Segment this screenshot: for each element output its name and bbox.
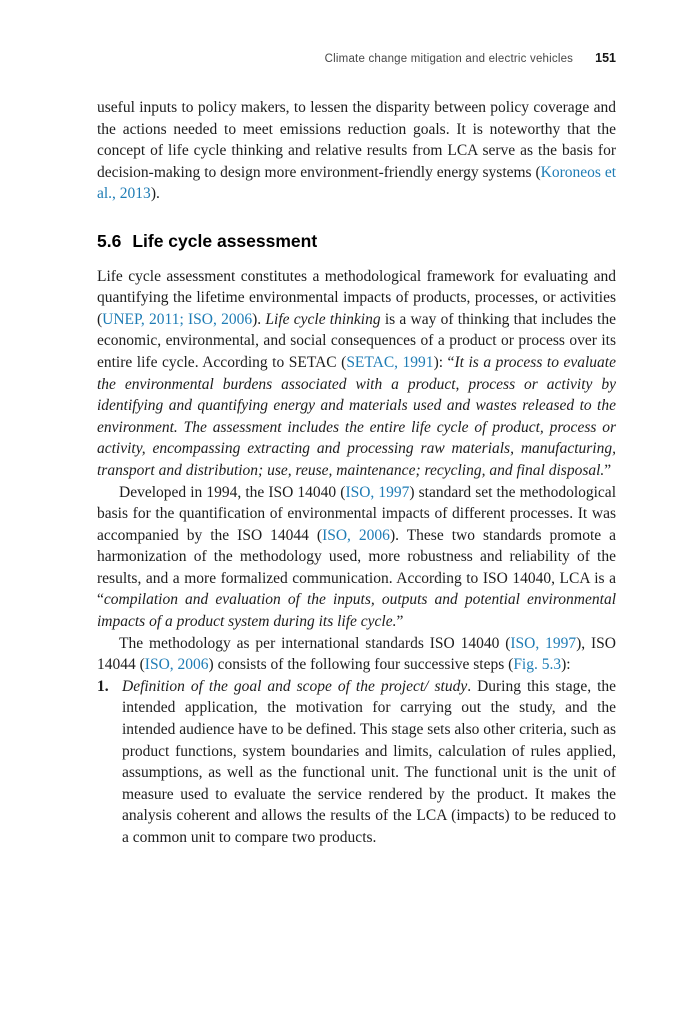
list-item-text xyxy=(122,678,616,846)
body-text: ): “ xyxy=(433,353,455,371)
body-text: ) consists of the following four successive steps ( xyxy=(208,656,514,674)
body-text: ” xyxy=(604,461,612,479)
paragraph xyxy=(97,633,616,676)
body-text: ). These two standards promote a harmonization of the methodology used, more robustness and reliability of the results, and a more formalized communication. According to ISO 14040, LCA is a “ xyxy=(97,526,617,609)
list-item-number: 1. xyxy=(97,677,109,695)
body-text: ) standard set the methodological basis for the quantification of environmental impacts of different processes. It was accompanied by the ISO 14044 ( xyxy=(97,483,616,544)
emphasis-text: It is a process to evaluate the environmental burdens associated with a product, process or activity by identifying and quantifying energy and materials used and wastes released to the environment. The assessment includes the entire life cycle of product, process or activity, encompassing extracting and processing raw materials, manufacturing, transport and distribution; use, reuse, maintenance; recycling, and final disposal. xyxy=(97,353,616,479)
emphasis-text: Life cycle thinking xyxy=(265,310,381,328)
body-text: useful inputs to policy makers, to lessen the disparity between policy coverage and the actions needed to meet emissions reduction goals. It is noteworthy that the concept of life cycle thinking and relative results from LCA serve as the basis for decision-making to design more environment-friendly energy systems ( xyxy=(97,99,616,181)
citation-link[interactable]: Koroneos et al., 2013 xyxy=(97,163,617,203)
body-text: The methodology as per international standards ISO 14040 ( xyxy=(119,634,511,652)
page-number: 151 xyxy=(595,51,616,65)
section-title: Life cycle assessment xyxy=(132,230,318,251)
list-item xyxy=(97,676,616,849)
body-text: . During this stage, the intended application, the motivation for carrying out the study, and the intended audience have to be defined. This stage sets also other criteria, such as product functions, system boundaries and limits, calculation of rules applied, assumptions, as well as the functional unit. The functional unit is the unit of measure used to evaluate the service rendered by the product. It makes the analysis coherent and allows the results of the LCA (impacts) to be reduced to a common unit to compare two products. xyxy=(122,677,616,846)
body-text: ). xyxy=(252,310,266,328)
emphasis-text: compilation and evaluation of the inputs, outputs and potential environmental impacts of a product system during its life cycle. xyxy=(97,591,616,631)
body-text: ): xyxy=(561,656,571,674)
body-text: Developed in 1994, the ISO 14040 ( xyxy=(119,483,346,501)
running-header xyxy=(97,51,616,65)
citation-link[interactable]: ISO, 2006 xyxy=(144,656,209,674)
citation-link[interactable]: ISO, 1997 xyxy=(345,483,410,501)
citation-link[interactable]: UNEP, 2011; ISO, 2006 xyxy=(102,310,253,328)
body-text: is a way of thinking that includes the economic, environmental, and social consequences of a product or process over its entire life cycle. According to SETAC ( xyxy=(97,310,616,371)
paragraph xyxy=(97,482,616,633)
paragraph xyxy=(97,266,616,482)
section-heading xyxy=(97,231,616,253)
body-text: ” xyxy=(396,613,404,631)
page-body xyxy=(97,97,616,849)
emphasis-text: Definition of the goal and scope of the project/ study xyxy=(122,677,468,695)
body-text: Life cycle assessment constitutes a methodological framework for evaluating and quantifying the lifetime environmental impacts of products, processes, or activities ( xyxy=(97,267,616,328)
citation-link[interactable]: ISO, 1997 xyxy=(510,634,577,652)
paragraph xyxy=(97,97,616,205)
body-text: ). xyxy=(150,185,160,203)
citation-link[interactable]: Fig. 5.3 xyxy=(513,656,562,674)
citation-link[interactable]: ISO, 2006 xyxy=(322,526,390,544)
running-title: Climate change mitigation and electric vehicles xyxy=(324,53,574,65)
section-number: 5.6 xyxy=(97,230,122,251)
body-text: ), ISO 14044 ( xyxy=(97,634,616,674)
citation-link[interactable]: SETAC, 1991 xyxy=(346,353,434,371)
